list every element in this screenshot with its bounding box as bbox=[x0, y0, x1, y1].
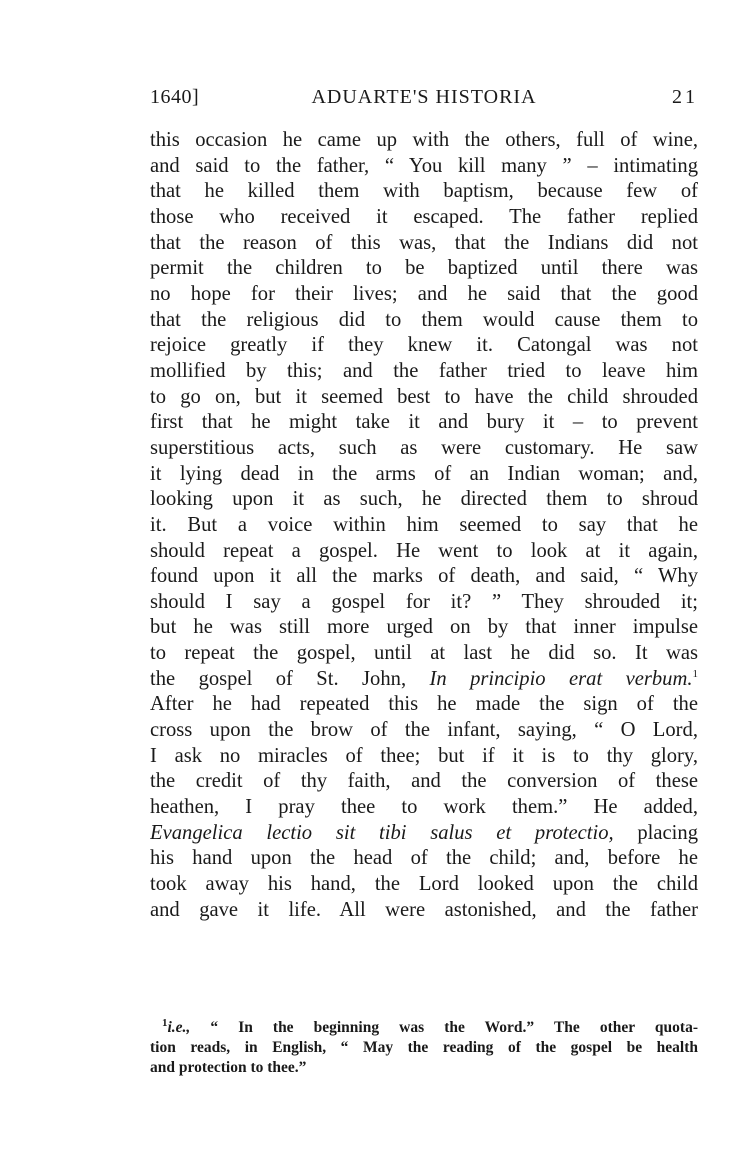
text-line: should repeat a gospel. He went to look at it again, bbox=[150, 539, 698, 562]
footnote-reference: 1 bbox=[692, 667, 698, 680]
text-line: it. But a voice within him seemed to say that he bbox=[150, 513, 698, 536]
page-number: 21 bbox=[672, 86, 698, 108]
footnote-mark: 1 bbox=[162, 1018, 168, 1029]
text-line: those who received it escaped. The father replied bbox=[150, 205, 698, 228]
latin-quote: Evangelica lectio sit tibi salus et protectio, bbox=[150, 821, 614, 844]
text-line: and gave it life. All were astonished, and the father bbox=[150, 898, 698, 921]
text-line: to repeat the gospel, until at last he did so. It was bbox=[150, 642, 698, 665]
text-line: but he was still more urged on by that inner impulse bbox=[150, 616, 698, 639]
text-line: first that he might take it and bury it – to prevent bbox=[150, 411, 698, 434]
text-line: permit the children to be baptized until there was bbox=[150, 257, 698, 280]
text-line: After he had repeated this he made the sign of the bbox=[150, 693, 698, 716]
text-line: took away his hand, the Lord looked upon the child bbox=[150, 873, 698, 896]
text-line: it lying dead in the arms of an Indian woman; and, bbox=[150, 462, 698, 485]
text-line: that he killed them with baptism, because few of bbox=[150, 180, 698, 203]
footnote bbox=[150, 1018, 698, 1078]
text-line: mollified by this; and the father tried to leave him bbox=[150, 359, 698, 382]
footnote-line bbox=[150, 1018, 698, 1038]
footnote-line: and protection to thee.” bbox=[150, 1059, 307, 1076]
latin-suffix: placing bbox=[637, 821, 698, 844]
text-line-latin bbox=[150, 821, 698, 847]
text-line: the credit of thy faith, and the conversion of these bbox=[150, 770, 698, 793]
text-line: that the reason of this was, that the Indians did not bbox=[150, 231, 698, 254]
text-line: his hand upon the head of the child; and, before he bbox=[150, 847, 698, 870]
footnote-text: “ In the beginning was the Word.” The other quota- bbox=[210, 1019, 698, 1036]
footnote-line: tion reads, in English, “ May the reading of the gospel be health bbox=[150, 1039, 698, 1056]
text-line: found upon it all the marks of death, and said, “ Why bbox=[150, 565, 698, 588]
latin-quote: In principio erat verbum. bbox=[429, 667, 693, 690]
footnote-abbr: i.e., bbox=[167, 1019, 191, 1036]
text-line: that the religious did to them would cause them to bbox=[150, 308, 698, 331]
text-line-gospel bbox=[150, 667, 698, 693]
header-title: ADUARTE'S HISTORIA bbox=[311, 86, 537, 108]
text-line: and said to the father, “ You kill many ” – intimating bbox=[150, 154, 698, 177]
text-line: superstitious acts, such as were customary. He saw bbox=[150, 436, 698, 459]
text-line: this occasion he came up with the others, full of wine, bbox=[150, 129, 698, 151]
header-year: 1640] bbox=[150, 86, 200, 108]
text-line: rejoice greatly if they knew it. Catongal was not bbox=[150, 334, 698, 357]
body-text bbox=[150, 128, 698, 923]
text-line: looking upon it as such, he directed them to shroud bbox=[150, 488, 698, 511]
text-line: to go on, but it seemed best to have the child shrouded bbox=[150, 385, 698, 408]
gospel-prefix: the gospel of St. John, bbox=[150, 667, 407, 690]
text-line: cross upon the brow of the infant, saying, “ O Lord, bbox=[150, 719, 698, 742]
text-line: should I say a gospel for it? ” They shrouded it; bbox=[150, 590, 698, 613]
running-header bbox=[150, 86, 698, 116]
text-line: I ask no miracles of thee; but if it is to thy glory, bbox=[150, 744, 698, 767]
text-line: no hope for their lives; and he said that the good bbox=[150, 282, 698, 305]
text-line: heathen, I pray thee to work them.” He added, bbox=[150, 796, 698, 819]
